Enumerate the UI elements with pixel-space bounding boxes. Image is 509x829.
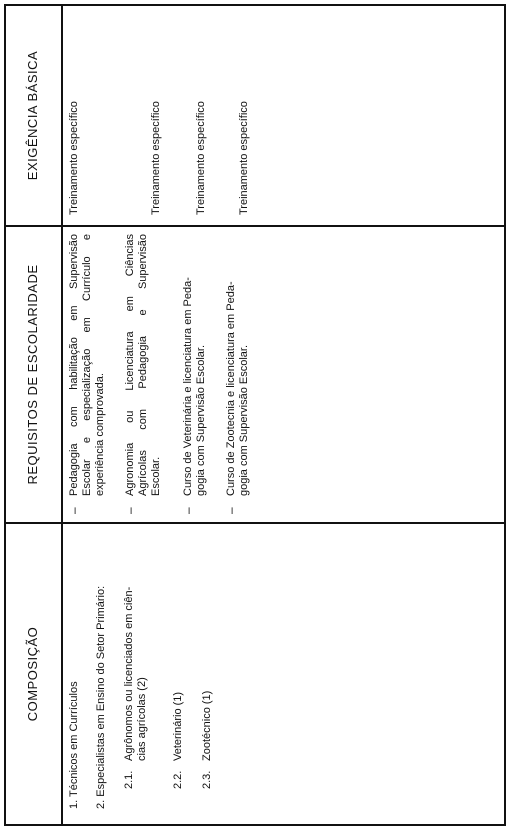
requisito-3-line-1: Curso de Veterinária e licenciatura em Peda- bbox=[182, 277, 194, 496]
composicao-sub-1-line-1: Agrônomos ou licenciados em ciên- bbox=[123, 586, 135, 761]
requisito-1-dash: – bbox=[67, 507, 81, 514]
composicao-sub-3-number: 2.3. bbox=[201, 770, 213, 789]
requisito-2-line-1: Agronomia ou Licenciatura em Ciências bbox=[124, 234, 136, 496]
column-divider-2 bbox=[4, 225, 506, 227]
requisito-3-dash: – bbox=[181, 507, 195, 514]
requisito-1-line-1: Pedagogia com habilitação em Supervisão bbox=[68, 234, 80, 496]
composicao-sub-1-line-2: cias agrícolas (2) bbox=[136, 677, 148, 761]
requisito-1-line-2: Escolar e especialização em Currículo e bbox=[81, 234, 93, 496]
requisito-2-line-3: Escolar. bbox=[150, 456, 162, 496]
composicao-sub-2-number: 2.2. bbox=[172, 770, 184, 789]
composicao-sub-1-number: 2.1. bbox=[123, 770, 135, 789]
requisito-4-dash: – bbox=[224, 507, 238, 514]
header-exigencia bbox=[4, 6, 61, 225]
exigencia-3: Treinamento específico bbox=[195, 101, 207, 215]
requisito-1-line-3: experiência comprovada. bbox=[94, 373, 106, 496]
requisito-2-line-2: Agrícolas com Pedagogia e Supervisão bbox=[137, 234, 149, 496]
table-left-border bbox=[4, 824, 506, 826]
requisito-3-line-2: gogia com Supervisão Escolar. bbox=[195, 344, 207, 496]
header-requisitos bbox=[4, 227, 61, 522]
header-composicao-label: COMPOSIÇÃO bbox=[25, 626, 40, 722]
exigencia-1: Treinamento específico bbox=[68, 101, 80, 215]
header-composicao bbox=[4, 524, 61, 824]
column-divider-1 bbox=[4, 522, 506, 524]
requisito-4-line-2: gogia com Supervisão Escolar. bbox=[238, 344, 250, 496]
exigencia-4: Treinamento específico bbox=[238, 101, 250, 215]
header-requisitos-label: REQUISITOS DE ESCOLARIDADE bbox=[25, 264, 40, 485]
composicao-item-2: 2. Especialistas em Ensino do Setor Primário: bbox=[95, 585, 107, 809]
header-separator bbox=[61, 4, 63, 826]
header-exigencia-label: EXIGÊNCIA BÁSICA bbox=[25, 50, 40, 181]
composicao-sub-2-text: Veterinário (1) bbox=[172, 691, 184, 761]
exigencia-2: Treinamento específico bbox=[150, 101, 162, 215]
requisito-4-line-1: Curso de Zootecnia e licenciatura em Peda- bbox=[225, 281, 237, 496]
table-bottom-border bbox=[504, 4, 506, 826]
table-right-border bbox=[4, 4, 506, 6]
composicao-sub-3-text: Zootécnico (1) bbox=[201, 690, 213, 761]
requisito-2-dash: – bbox=[123, 507, 137, 514]
composicao-item-1: 1. Técnicos em Currículos bbox=[68, 681, 80, 809]
